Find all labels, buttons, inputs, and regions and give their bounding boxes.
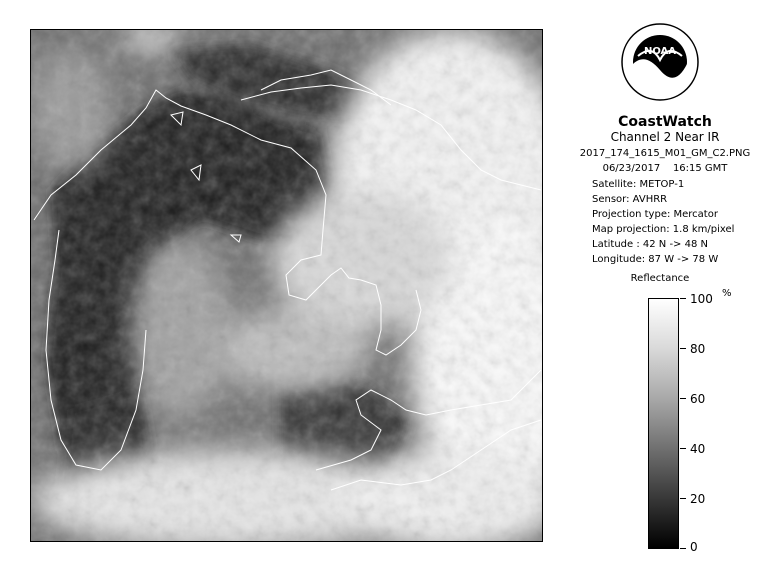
satellite-image	[30, 29, 543, 542]
legend-tick	[680, 498, 686, 499]
legend-title: Reflectance	[630, 273, 690, 284]
legend-tick-label-60: 60	[690, 392, 706, 406]
noaa-text: NOAA	[643, 46, 677, 57]
legend-unit: %	[722, 288, 732, 299]
sensor-label: Sensor: AVHRR	[592, 194, 668, 205]
longitude-label: Longitude: 87 W -> 78 W	[592, 254, 719, 265]
date-value: 06/23/2017	[602, 163, 661, 174]
file-name: 2017_174_1615_M01_GM_C2.PNG	[579, 148, 751, 159]
legend-tick	[680, 398, 686, 399]
legend-tick-label-40: 40	[690, 442, 706, 456]
satellite-label: Satellite: METOP-1	[592, 179, 685, 190]
latitude-label: Latitude : 42 N -> 48 N	[592, 239, 708, 250]
date-time	[560, 162, 770, 176]
noaa-logo	[620, 22, 700, 102]
product-title: CoastWatch	[618, 114, 712, 130]
legend-tick	[680, 298, 686, 299]
noaa-seal-icon	[620, 22, 700, 102]
legend-tick-label-0: 0	[690, 540, 698, 554]
reflectance-colorbar	[648, 298, 679, 549]
legend-tick	[680, 348, 686, 349]
legend-tick-label-80: 80	[690, 342, 706, 356]
satellite-map-svg	[31, 30, 543, 542]
image-texture	[31, 30, 543, 542]
time-value: 16:15 GMT	[672, 163, 728, 174]
legend-tick	[680, 448, 686, 449]
legend-tick-label-20: 20	[690, 492, 706, 506]
legend-tick	[680, 548, 686, 549]
legend-tick-label-100: 100	[690, 292, 713, 306]
projection-type-label: Projection type: Mercator	[592, 209, 718, 220]
map-projection-label: Map projection: 1.8 km/pixel	[592, 224, 735, 235]
channel-label: Channel 2 Near IR	[610, 130, 720, 144]
